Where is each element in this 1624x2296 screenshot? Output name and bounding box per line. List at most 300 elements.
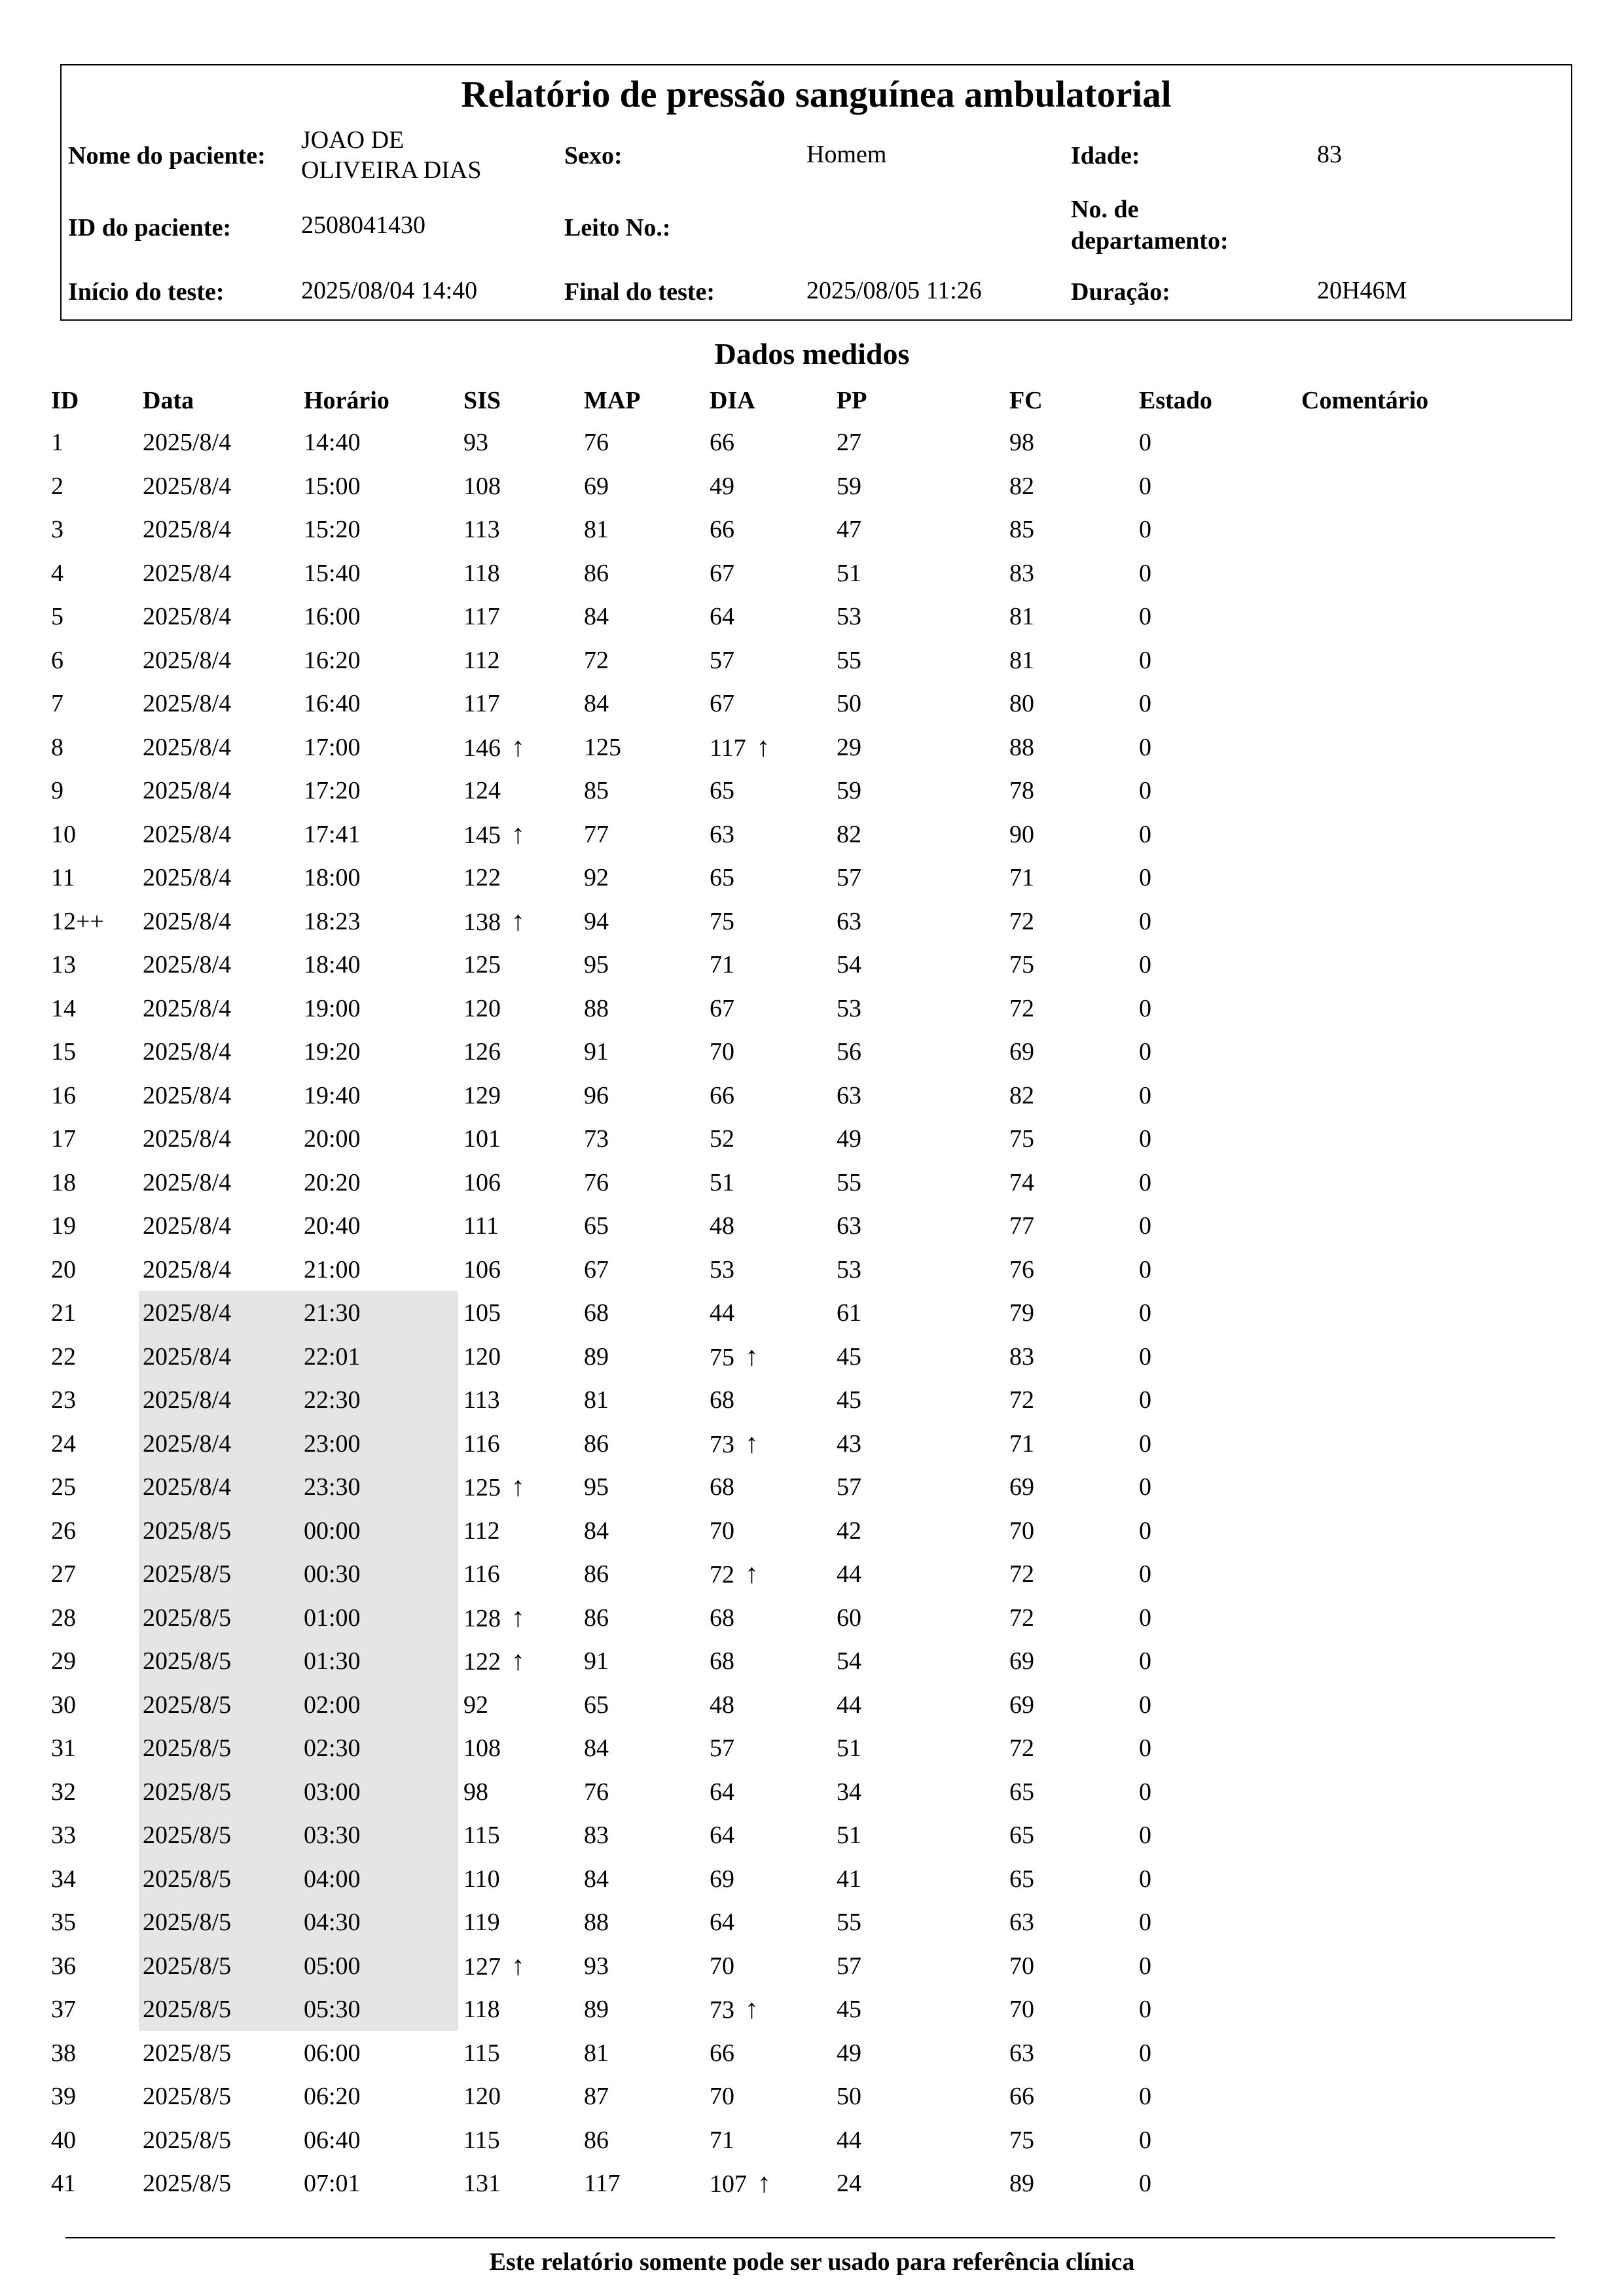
age-value: 83 bbox=[1317, 141, 1342, 168]
row-hr: 88 bbox=[1009, 733, 1034, 761]
row-date: 2025/8/4 bbox=[143, 1212, 232, 1240]
row-dia: 75 ↑ bbox=[710, 1341, 759, 1372]
row-pp: 44 bbox=[837, 2126, 861, 2154]
row-sys: 125 ↑ bbox=[463, 1472, 525, 1502]
row-dia: 71 bbox=[710, 951, 734, 978]
row-dia: 67 bbox=[710, 994, 734, 1022]
row-status: 0 bbox=[1139, 1996, 1151, 2023]
row-date: 2025/8/5 bbox=[143, 1734, 232, 1762]
row-time: 20:00 bbox=[304, 1125, 361, 1153]
row-time: 22:01 bbox=[304, 1342, 361, 1371]
footer-note: Este relatório somente pode ser usado para referência clínica bbox=[489, 2248, 1135, 2276]
column-header-date: Data bbox=[143, 387, 194, 414]
row-pp: 55 bbox=[837, 1909, 861, 1936]
row-sys: 119 bbox=[463, 1909, 500, 1936]
row-map: 117 bbox=[584, 2170, 621, 2197]
row-status: 0 bbox=[1139, 1429, 1151, 1458]
row-status: 0 bbox=[1139, 603, 1151, 630]
row-date: 2025/8/4 bbox=[143, 1168, 232, 1196]
row-map: 125 bbox=[584, 733, 621, 761]
row-time: 01:00 bbox=[304, 1604, 361, 1632]
row-time: 17:41 bbox=[304, 820, 361, 848]
test-end-value: 2025/08/05 11:26 bbox=[806, 277, 982, 304]
row-sys: 116 bbox=[463, 1429, 500, 1458]
row-status: 0 bbox=[1139, 1255, 1151, 1283]
row-map: 91 bbox=[584, 1647, 609, 1675]
row-date: 2025/8/4 bbox=[143, 1429, 232, 1458]
high-arrow-icon: ↑ bbox=[745, 1428, 759, 1459]
row-hr: 76 bbox=[1009, 1255, 1034, 1283]
row-sys: 118 bbox=[463, 1996, 500, 2023]
row-hr: 74 bbox=[1009, 1168, 1034, 1196]
row-time: 16:00 bbox=[304, 603, 361, 630]
row-date: 2025/8/5 bbox=[143, 1865, 232, 1893]
row-dia: 51 bbox=[710, 1168, 734, 1196]
row-dia: 70 bbox=[710, 1952, 734, 1980]
row-sys: 93 bbox=[463, 429, 488, 456]
row-sys: 106 bbox=[463, 1168, 501, 1196]
row-pp: 51 bbox=[837, 559, 861, 587]
sex-value: Homem bbox=[806, 141, 887, 168]
row-time: 18:00 bbox=[304, 864, 361, 891]
row-sys: 115 bbox=[463, 2039, 500, 2067]
row-id: 17 bbox=[51, 1125, 76, 1153]
row-status: 0 bbox=[1139, 951, 1151, 978]
row-date: 2025/8/4 bbox=[143, 1255, 232, 1283]
row-map: 83 bbox=[584, 1821, 609, 1849]
row-hr: 63 bbox=[1009, 2039, 1034, 2067]
row-hr: 75 bbox=[1009, 1125, 1034, 1153]
row-status: 0 bbox=[1139, 777, 1151, 804]
row-id: 40 bbox=[51, 2126, 76, 2154]
row-pp: 44 bbox=[837, 1691, 861, 1719]
row-date: 2025/8/4 bbox=[143, 864, 232, 891]
row-sys: 122 bbox=[463, 864, 501, 891]
row-map: 81 bbox=[584, 2039, 609, 2067]
row-time: 06:40 bbox=[304, 2126, 361, 2154]
row-status: 0 bbox=[1139, 1473, 1151, 1501]
row-map: 84 bbox=[584, 690, 609, 717]
row-status: 0 bbox=[1139, 2039, 1151, 2067]
row-date: 2025/8/5 bbox=[143, 1952, 232, 1980]
row-time: 19:00 bbox=[304, 994, 361, 1022]
row-sys: 125 bbox=[463, 951, 501, 978]
row-status: 0 bbox=[1139, 429, 1151, 456]
row-time: 18:23 bbox=[304, 907, 361, 935]
row-map: 86 bbox=[584, 2126, 609, 2154]
row-hr: 72 bbox=[1009, 1604, 1034, 1632]
row-date: 2025/8/5 bbox=[143, 2126, 232, 2154]
row-map: 67 bbox=[584, 1255, 609, 1283]
row-status: 0 bbox=[1139, 907, 1151, 935]
row-id: 30 bbox=[51, 1691, 76, 1719]
row-sys: 146 ↑ bbox=[463, 732, 525, 762]
row-sys: 113 bbox=[463, 1386, 500, 1414]
row-date: 2025/8/5 bbox=[143, 2170, 232, 2197]
row-id: 29 bbox=[51, 1647, 76, 1675]
row-sys: 108 bbox=[463, 472, 501, 500]
duration-label: Duração: bbox=[1071, 278, 1170, 306]
row-id: 28 bbox=[51, 1604, 76, 1632]
row-dia: 64 bbox=[710, 1909, 734, 1936]
row-date: 2025/8/4 bbox=[143, 777, 232, 804]
row-id: 2 bbox=[51, 472, 63, 500]
column-header-status: Estado bbox=[1139, 387, 1212, 414]
test-end-label: Final do teste: bbox=[564, 278, 715, 306]
row-pp: 42 bbox=[837, 1516, 861, 1545]
row-id: 27 bbox=[51, 1560, 76, 1588]
patient-name-line2: OLIVEIRA DIAS bbox=[301, 156, 482, 184]
row-dia: 57 bbox=[710, 646, 734, 674]
row-sys: 113 bbox=[463, 516, 500, 543]
row-id: 15 bbox=[51, 1038, 76, 1066]
row-pp: 57 bbox=[837, 1473, 861, 1501]
row-time: 04:30 bbox=[304, 1909, 361, 1936]
row-date: 2025/8/4 bbox=[143, 1125, 232, 1153]
row-hr: 89 bbox=[1009, 2170, 1034, 2197]
row-sys: 122 ↑ bbox=[463, 1646, 525, 1676]
row-map: 72 bbox=[584, 646, 609, 674]
row-status: 0 bbox=[1139, 1516, 1151, 1545]
row-time: 00:00 bbox=[304, 1516, 361, 1545]
row-dia: 107 ↑ bbox=[710, 2168, 771, 2198]
row-status: 0 bbox=[1139, 690, 1151, 717]
row-dia: 117 ↑ bbox=[710, 732, 770, 762]
row-id: 12++ bbox=[51, 907, 104, 935]
patient-id-value: 2508041430 bbox=[301, 211, 425, 239]
row-map: 91 bbox=[584, 1038, 609, 1066]
column-header-sys: SIS bbox=[463, 387, 501, 414]
row-map: 65 bbox=[584, 1212, 609, 1240]
row-time: 20:40 bbox=[304, 1212, 361, 1240]
row-dia: 64 bbox=[710, 603, 734, 630]
row-sys: 145 ↑ bbox=[463, 819, 525, 850]
row-sys: 131 bbox=[463, 2170, 501, 2197]
row-id: 5 bbox=[51, 603, 63, 630]
row-hr: 72 bbox=[1009, 994, 1034, 1022]
row-pp: 41 bbox=[837, 1865, 861, 1893]
column-header-hr: FC bbox=[1009, 387, 1043, 414]
row-map: 88 bbox=[584, 994, 609, 1022]
row-date: 2025/8/4 bbox=[143, 429, 232, 456]
row-pp: 51 bbox=[837, 1821, 861, 1849]
row-pp: 82 bbox=[837, 820, 861, 848]
row-time: 17:00 bbox=[304, 733, 361, 761]
row-pp: 34 bbox=[837, 1778, 861, 1806]
row-date: 2025/8/4 bbox=[143, 994, 232, 1022]
row-hr: 78 bbox=[1009, 777, 1034, 804]
row-date: 2025/8/4 bbox=[143, 951, 232, 978]
row-time: 03:30 bbox=[304, 1821, 361, 1849]
row-map: 86 bbox=[584, 1604, 609, 1632]
row-map: 84 bbox=[584, 1734, 609, 1762]
row-time: 21:30 bbox=[304, 1299, 361, 1327]
row-dia: 53 bbox=[710, 1255, 734, 1283]
row-hr: 70 bbox=[1009, 1952, 1034, 1980]
row-dia: 64 bbox=[710, 1821, 734, 1849]
row-sys: 116 bbox=[463, 1560, 500, 1588]
row-map: 81 bbox=[584, 516, 609, 543]
row-status: 0 bbox=[1139, 994, 1151, 1022]
high-arrow-icon: ↑ bbox=[511, 1950, 525, 1981]
row-time: 01:30 bbox=[304, 1647, 361, 1675]
row-pp: 54 bbox=[837, 1647, 861, 1675]
row-hr: 80 bbox=[1009, 690, 1034, 717]
row-status: 0 bbox=[1139, 2083, 1151, 2110]
row-sys: 120 bbox=[463, 1342, 501, 1371]
row-sys: 111 bbox=[463, 1212, 499, 1240]
row-time: 06:20 bbox=[304, 2083, 361, 2110]
row-hr: 82 bbox=[1009, 472, 1034, 500]
high-arrow-icon: ↑ bbox=[745, 1994, 759, 2024]
row-dia: 75 bbox=[710, 907, 734, 935]
row-time: 07:01 bbox=[304, 2170, 361, 2197]
row-sys: 106 bbox=[463, 1255, 501, 1283]
row-status: 0 bbox=[1139, 820, 1151, 848]
row-time: 19:20 bbox=[304, 1038, 361, 1066]
row-pp: 50 bbox=[837, 2083, 861, 2110]
row-pp: 60 bbox=[837, 1604, 861, 1632]
row-time: 19:40 bbox=[304, 1081, 361, 1109]
row-dia: 66 bbox=[710, 429, 734, 456]
test-start-value: 2025/08/04 14:40 bbox=[301, 277, 478, 304]
row-sys: 115 bbox=[463, 1821, 500, 1849]
row-pp: 47 bbox=[837, 516, 861, 543]
row-time: 21:00 bbox=[304, 1255, 361, 1283]
row-status: 0 bbox=[1139, 1038, 1151, 1066]
patient-name-label: Nome do paciente: bbox=[68, 142, 266, 170]
row-dia: 68 bbox=[710, 1647, 734, 1675]
row-pp: 63 bbox=[837, 1081, 861, 1109]
high-arrow-icon: ↑ bbox=[745, 1559, 759, 1589]
row-status: 0 bbox=[1139, 1125, 1151, 1153]
row-map: 85 bbox=[584, 777, 609, 804]
row-map: 95 bbox=[584, 1473, 609, 1501]
row-pp: 53 bbox=[837, 603, 861, 630]
row-pp: 55 bbox=[837, 646, 861, 674]
row-hr: 70 bbox=[1009, 1996, 1034, 2023]
row-sys: 124 bbox=[463, 777, 501, 804]
row-dia: 48 bbox=[710, 1212, 734, 1240]
row-id: 4 bbox=[51, 559, 63, 587]
row-time: 06:00 bbox=[304, 2039, 361, 2067]
row-id: 24 bbox=[51, 1429, 76, 1458]
row-sys: 138 ↑ bbox=[463, 906, 525, 937]
sex-label: Sexo: bbox=[564, 142, 623, 170]
row-map: 87 bbox=[584, 2083, 609, 2110]
row-map: 76 bbox=[584, 1168, 609, 1196]
row-id: 23 bbox=[51, 1386, 76, 1414]
row-dia: 66 bbox=[710, 2039, 734, 2067]
row-map: 68 bbox=[584, 1299, 609, 1327]
row-time: 04:00 bbox=[304, 1865, 361, 1893]
row-pp: 63 bbox=[837, 1212, 861, 1240]
row-date: 2025/8/4 bbox=[143, 646, 232, 674]
footer-divider bbox=[65, 2237, 1555, 2238]
row-date: 2025/8/4 bbox=[143, 1038, 232, 1066]
row-id: 3 bbox=[51, 516, 63, 543]
report-header bbox=[60, 64, 1572, 321]
row-pp: 55 bbox=[837, 1168, 861, 1196]
row-dia: 67 bbox=[710, 690, 734, 717]
row-time: 00:30 bbox=[304, 1560, 361, 1588]
row-status: 0 bbox=[1139, 1212, 1151, 1240]
row-pp: 61 bbox=[837, 1299, 861, 1327]
row-date: 2025/8/5 bbox=[143, 1821, 232, 1849]
row-date: 2025/8/4 bbox=[143, 1299, 232, 1327]
row-map: 69 bbox=[584, 472, 609, 500]
bed-label: Leito No.: bbox=[564, 214, 671, 242]
row-time: 23:30 bbox=[304, 1473, 361, 1501]
row-id: 1 bbox=[51, 429, 63, 456]
high-arrow-icon: ↑ bbox=[511, 1602, 525, 1633]
row-dia: 65 bbox=[710, 777, 734, 804]
row-pp: 63 bbox=[837, 907, 861, 935]
row-pp: 45 bbox=[837, 1996, 861, 2023]
column-header-dia: DIA bbox=[710, 387, 755, 414]
row-pp: 44 bbox=[837, 1560, 861, 1588]
row-sys: 101 bbox=[463, 1125, 501, 1153]
row-map: 93 bbox=[584, 1952, 609, 1980]
row-hr: 98 bbox=[1009, 429, 1034, 456]
row-status: 0 bbox=[1139, 1734, 1151, 1762]
row-dia: 57 bbox=[710, 1734, 734, 1762]
row-time: 03:00 bbox=[304, 1778, 361, 1806]
row-hr: 75 bbox=[1009, 951, 1034, 978]
row-pp: 49 bbox=[837, 2039, 861, 2067]
row-id: 13 bbox=[51, 951, 76, 978]
row-time: 05:30 bbox=[304, 1996, 361, 2023]
row-dia: 73 ↑ bbox=[710, 1994, 759, 2024]
row-id: 38 bbox=[51, 2039, 76, 2067]
high-arrow-icon: ↑ bbox=[511, 819, 525, 850]
row-hr: 72 bbox=[1009, 1734, 1034, 1762]
row-sys: 115 bbox=[463, 2126, 500, 2154]
row-pp: 57 bbox=[837, 864, 861, 891]
row-id: 39 bbox=[51, 2083, 76, 2110]
row-time: 15:20 bbox=[304, 516, 361, 543]
row-dia: 69 bbox=[710, 1865, 734, 1893]
row-map: 76 bbox=[584, 1778, 609, 1806]
row-status: 0 bbox=[1139, 1560, 1151, 1588]
row-status: 0 bbox=[1139, 1604, 1151, 1632]
row-pp: 29 bbox=[837, 733, 861, 761]
row-date: 2025/8/4 bbox=[143, 1386, 232, 1414]
row-date: 2025/8/5 bbox=[143, 1604, 232, 1632]
row-pp: 54 bbox=[837, 951, 861, 978]
row-pp: 57 bbox=[837, 1952, 861, 1980]
row-dia: 68 bbox=[710, 1386, 734, 1414]
row-status: 0 bbox=[1139, 472, 1151, 500]
row-map: 89 bbox=[584, 1342, 609, 1371]
row-map: 76 bbox=[584, 429, 609, 456]
row-dia: 52 bbox=[710, 1125, 734, 1153]
row-hr: 81 bbox=[1009, 646, 1034, 674]
section-title: Dados medidos bbox=[714, 337, 910, 370]
row-time: 02:30 bbox=[304, 1734, 361, 1762]
row-id: 20 bbox=[51, 1255, 76, 1283]
row-hr: 72 bbox=[1009, 1560, 1034, 1588]
row-time: 18:40 bbox=[304, 951, 361, 978]
row-pp: 45 bbox=[837, 1386, 861, 1414]
row-dia: 73 ↑ bbox=[710, 1428, 759, 1459]
high-arrow-icon: ↑ bbox=[745, 1341, 759, 1372]
row-hr: 69 bbox=[1009, 1691, 1034, 1719]
row-map: 84 bbox=[584, 1516, 609, 1545]
column-header-pp: PP bbox=[837, 387, 867, 414]
row-date: 2025/8/4 bbox=[143, 559, 232, 587]
row-date: 2025/8/5 bbox=[143, 1560, 232, 1588]
row-dia: 66 bbox=[710, 516, 734, 543]
row-id: 7 bbox=[51, 690, 63, 717]
row-map: 92 bbox=[584, 864, 609, 891]
row-time: 02:00 bbox=[304, 1691, 361, 1719]
high-arrow-icon: ↑ bbox=[511, 732, 525, 762]
row-date: 2025/8/5 bbox=[143, 1516, 232, 1545]
row-map: 65 bbox=[584, 1691, 609, 1719]
row-status: 0 bbox=[1139, 1691, 1151, 1719]
row-hr: 71 bbox=[1009, 864, 1034, 891]
row-time: 16:20 bbox=[304, 646, 361, 674]
row-id: 8 bbox=[51, 733, 63, 761]
row-pp: 53 bbox=[837, 1255, 861, 1283]
row-hr: 85 bbox=[1009, 516, 1034, 543]
row-date: 2025/8/5 bbox=[143, 1647, 232, 1675]
row-sys: 118 bbox=[463, 559, 500, 587]
row-dia: 68 bbox=[710, 1604, 734, 1632]
row-hr: 65 bbox=[1009, 1865, 1034, 1893]
row-status: 0 bbox=[1139, 516, 1151, 543]
row-id: 9 bbox=[51, 777, 63, 804]
row-map: 84 bbox=[584, 603, 609, 630]
row-id: 14 bbox=[51, 994, 76, 1022]
row-hr: 66 bbox=[1009, 2083, 1034, 2110]
test-start-label: Início do teste: bbox=[68, 278, 225, 306]
row-time: 16:40 bbox=[304, 690, 361, 717]
department-label-line2: departamento: bbox=[1071, 227, 1229, 255]
row-pp: 50 bbox=[837, 690, 861, 717]
row-map: 96 bbox=[584, 1081, 609, 1109]
row-sys: 120 bbox=[463, 994, 501, 1022]
row-dia: 70 bbox=[710, 1038, 734, 1066]
patient-id-label: ID do paciente: bbox=[68, 214, 232, 242]
row-pp: 51 bbox=[837, 1734, 861, 1762]
row-status: 0 bbox=[1139, 1865, 1151, 1893]
row-date: 2025/8/4 bbox=[143, 603, 232, 630]
column-header-time: Horário bbox=[304, 387, 389, 414]
row-status: 0 bbox=[1139, 2170, 1151, 2197]
row-hr: 72 bbox=[1009, 907, 1034, 935]
row-map: 86 bbox=[584, 1429, 609, 1458]
high-arrow-icon: ↑ bbox=[756, 732, 770, 762]
row-dia: 71 bbox=[710, 2126, 734, 2154]
row-date: 2025/8/4 bbox=[143, 690, 232, 717]
row-hr: 81 bbox=[1009, 603, 1034, 630]
row-date: 2025/8/5 bbox=[143, 1996, 232, 2023]
row-sys: 117 bbox=[463, 603, 500, 630]
row-time: 23:00 bbox=[304, 1429, 361, 1458]
row-map: 77 bbox=[584, 820, 609, 848]
row-time: 15:40 bbox=[304, 559, 361, 587]
row-status: 0 bbox=[1139, 559, 1151, 587]
row-dia: 70 bbox=[710, 1516, 734, 1545]
row-pp: 24 bbox=[837, 2170, 861, 2197]
row-dia: 72 ↑ bbox=[710, 1559, 759, 1589]
row-dia: 64 bbox=[710, 1778, 734, 1806]
row-time: 22:30 bbox=[304, 1386, 361, 1414]
row-date: 2025/8/4 bbox=[143, 1081, 232, 1109]
row-time: 14:40 bbox=[304, 429, 361, 456]
